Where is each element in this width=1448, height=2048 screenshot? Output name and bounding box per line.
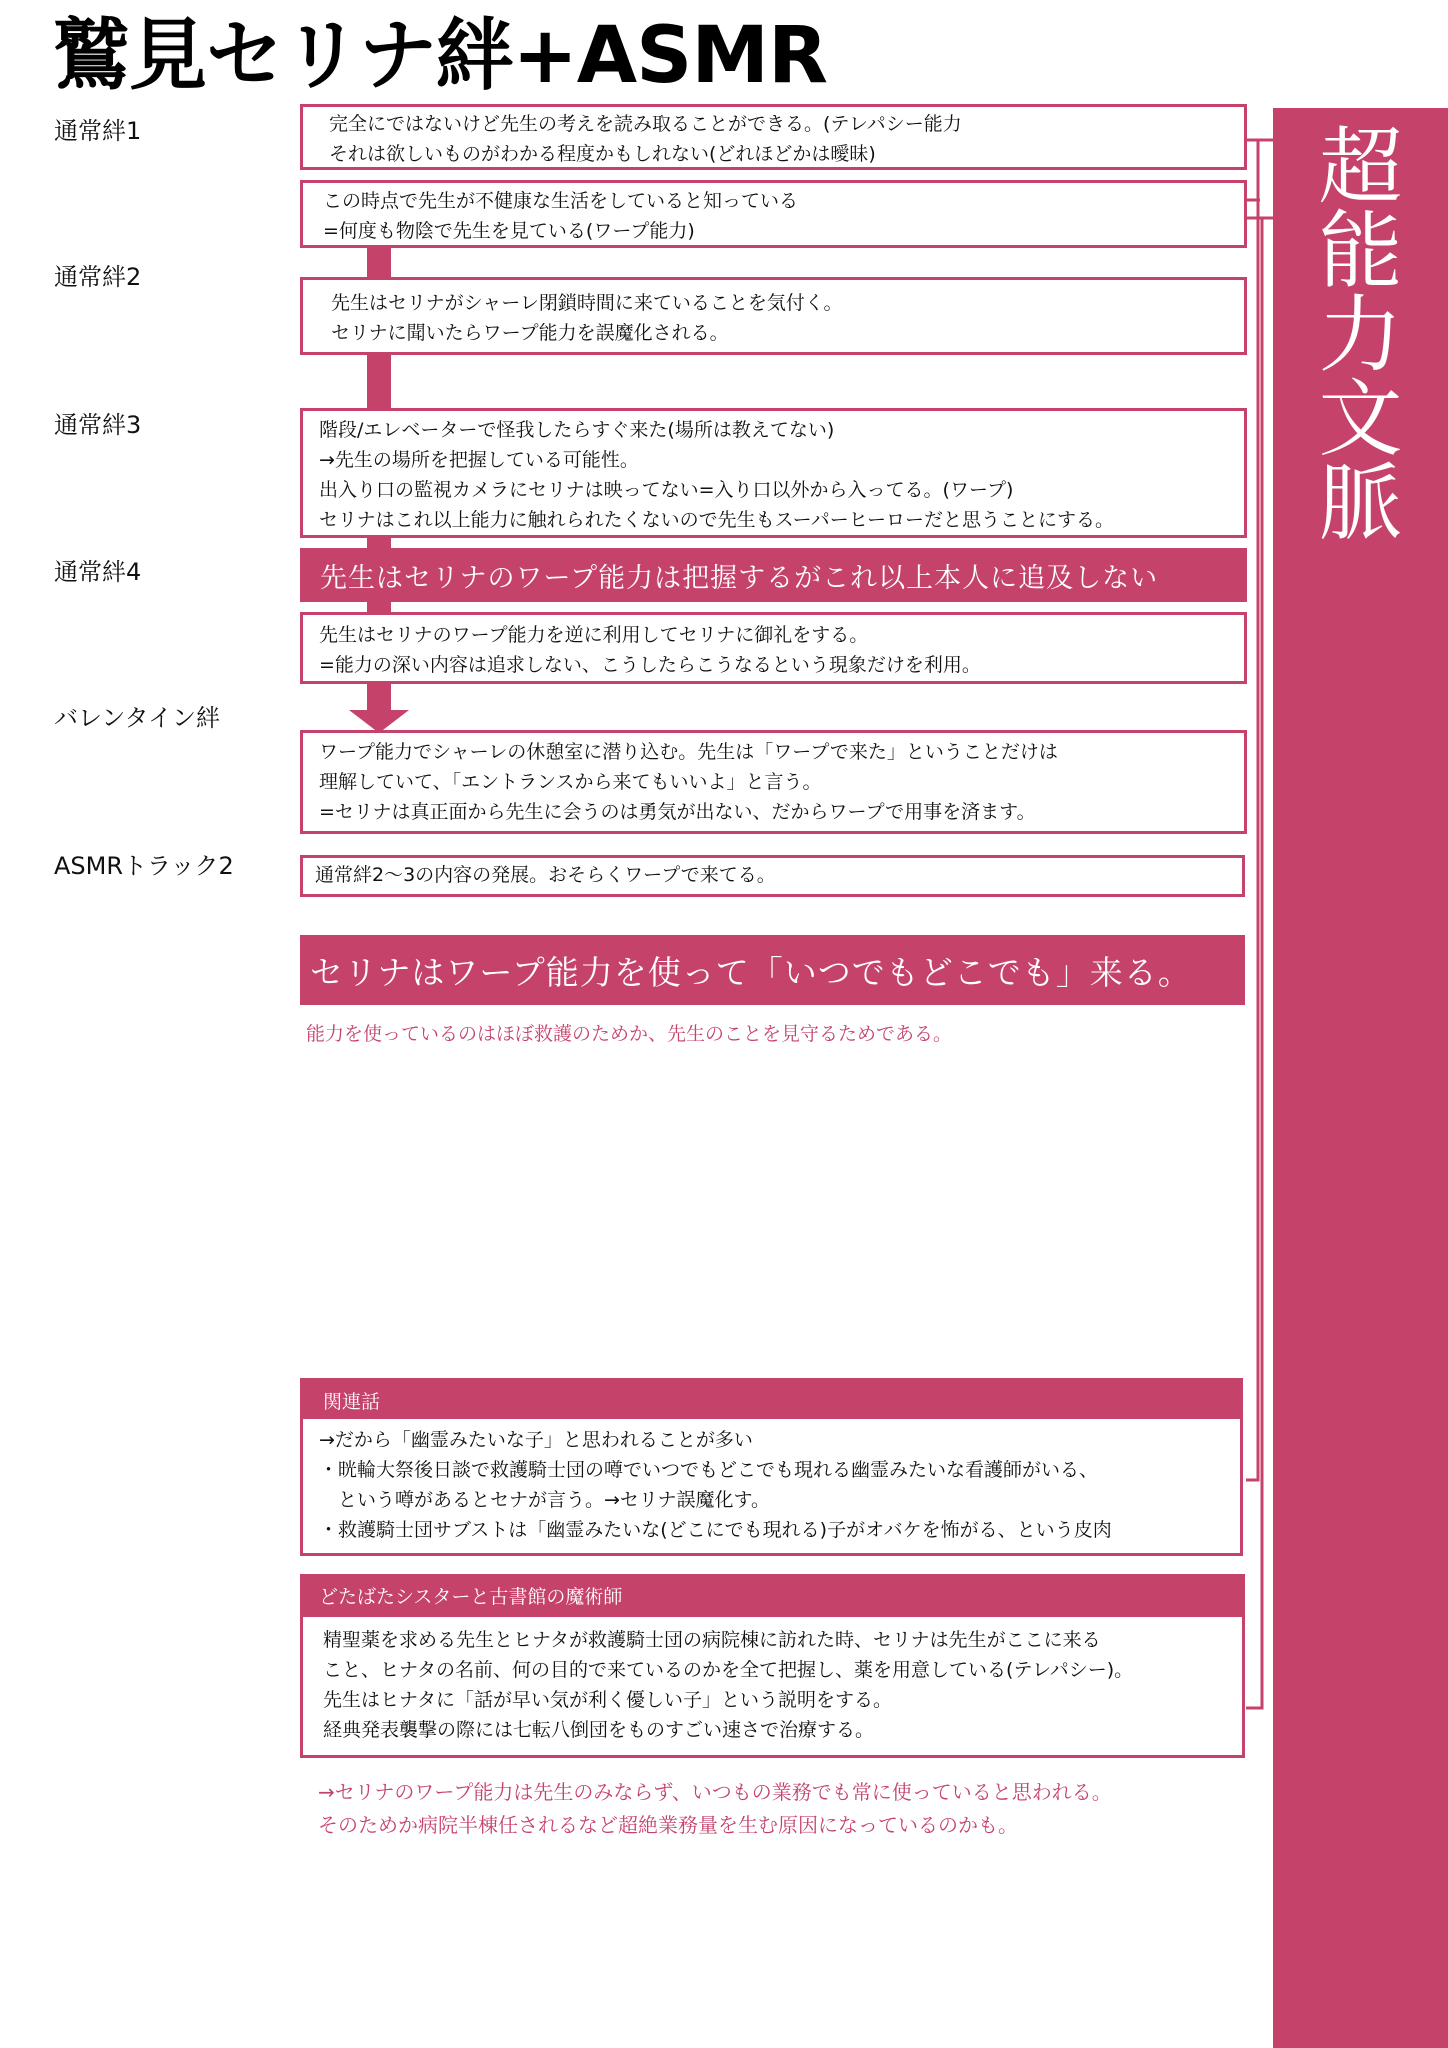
pink-conclusion <box>318 1776 1112 1842</box>
note-line: セリナはこれ以上能力に触れられたくないので先生もスーパーヒーローだと思うことにする。 <box>319 509 1114 531</box>
note-line: =能力の深い内容は追求しない、こうしたらこうなるという現象だけを利用。 <box>319 654 981 676</box>
label-kizuna3: 通常絆3 <box>54 411 142 439</box>
bracket-line-3 <box>1246 218 1262 1708</box>
note-line: =何度も物陰で先生を見ている(ワープ能力) <box>323 220 695 242</box>
note-line: 理解していて、「エントランスから来てもいいよ」と言う。 <box>319 771 822 793</box>
note-line: 通常絆2〜3の内容の発展。おそらくワープで来てる。 <box>315 864 776 886</box>
note-line: 先生はセリナがシャーレ閉鎖時間に来ていることを気付く。 <box>331 292 843 314</box>
note-line: この時点で先生が不健康な生活をしていると知っている <box>323 190 799 212</box>
note-line: =セリナは真正面から先生に会うのは勇気が出ない、だからワープで用事を済ます。 <box>319 801 1036 823</box>
note-line: 先生はセリナのワープ能力を逆に利用してセリナに御礼をする。 <box>319 624 869 646</box>
note-line: セリナに聞いたらワープ能力を誤魔化される。 <box>331 322 729 344</box>
card-line: という噂があるとセナが言う。→セリナ誤魔化す。 <box>319 1489 771 1511</box>
note-line: →先生の場所を把握している可能性。 <box>319 449 639 471</box>
note-box <box>300 408 1247 538</box>
note-box <box>300 612 1247 684</box>
label-valentine: バレンタイン絆 <box>54 704 220 732</box>
card-line: 先生はヒナタに「話が早い気が利く優しい子」という説明をする。 <box>323 1689 893 1711</box>
sidebar-title-char: 超 <box>1318 118 1403 216</box>
note-line: ワープ能力でシャーレの休憩室に潜り込む。先生は「ワープで来た」ということだけは <box>319 741 1058 763</box>
note-box <box>300 104 1247 170</box>
note-line: 階段/エレベーターで怪我したらすぐ来た(場所は教えてない) <box>319 419 835 441</box>
label-kizuna4: 通常絆4 <box>54 558 142 586</box>
card-line: 精聖薬を求める先生とヒナタが救護騎士団の病院棟に訪れた時、セリナは先生がここに来る <box>323 1629 1101 1651</box>
pink-note: 能力を使っているのはほぼ救護のためか、先生のことを見守るためである。 <box>306 1023 953 1045</box>
card-body <box>303 1617 1242 1745</box>
note-box <box>300 277 1247 355</box>
card-line: →だから「幽霊みたいな子」と思われることが多い <box>319 1429 753 1451</box>
card-line: ・救護騎士団サブストは「幽霊みたいな(どこにでも現れる)子がオバケを怖がる、という皮肉 <box>319 1519 1112 1541</box>
pink-conclusion-line: →セリナのワープ能力は先生のみならず、いつもの業務でも常に使っていると思われる。 <box>318 1780 1112 1804</box>
sidebar-title-char: 能 <box>1318 202 1403 300</box>
label-asmr2: ASMRトラック2 <box>54 852 234 880</box>
highlight-band-large: セリナはワープ能力を使って「いつでもどこでも」来る。 <box>300 935 1245 1005</box>
note-line: 完全にではないけど先生の考えを読み取ることができる。(テレパシー能力 <box>329 113 962 135</box>
card-line: 経典発表襲撃の際には七転八倒団をものすごい速さで治療する。 <box>323 1719 875 1741</box>
note-line: 出入り口の監視カメラにセリナは映ってない=入り口以外から入ってる。(ワープ) <box>319 479 1014 501</box>
card-line: ・晄輪大祭後日談で救護騎士団の噂でいつでもどこでも現れる幽霊みたいな看護師がいる、 <box>319 1459 1099 1481</box>
sidebar-title-char: 脈 <box>1318 454 1403 552</box>
note-box <box>300 730 1247 834</box>
page-title: 鷲見セリナ絆+ASMR <box>52 11 828 101</box>
related-episodes-card <box>300 1378 1243 1556</box>
highlight-band: 先生はセリナのワープ能力は把握するがこれ以上本人に追及しない <box>300 548 1247 602</box>
card-line: こと、ヒナタの名前、何の目的で来ているのかを全て把握し、薬を用意している(テレパシー)。 <box>323 1659 1134 1681</box>
sidebar-title-char: 文 <box>1318 370 1403 468</box>
card-header: 関連話 <box>303 1381 1240 1419</box>
bracket-line-1 <box>1246 140 1258 1480</box>
note-box <box>300 855 1245 897</box>
card-body <box>303 1419 1240 1545</box>
card-header: どたばたシスターと古書館の魔術師 <box>303 1577 1242 1617</box>
event-story-card <box>300 1574 1245 1758</box>
pink-conclusion-line: そのためか病院半棟任されるなど超絶業務量を生む原因になっているのかも。 <box>318 1813 1018 1837</box>
label-kizuna1: 通常絆1 <box>54 117 142 145</box>
note-box <box>300 180 1247 248</box>
sidebar-title-char: 力 <box>1318 286 1403 384</box>
note-line: それは欲しいものがわかる程度かもしれない(どれほどかは曖昧) <box>329 143 876 165</box>
label-kizuna2: 通常絆2 <box>54 263 142 291</box>
